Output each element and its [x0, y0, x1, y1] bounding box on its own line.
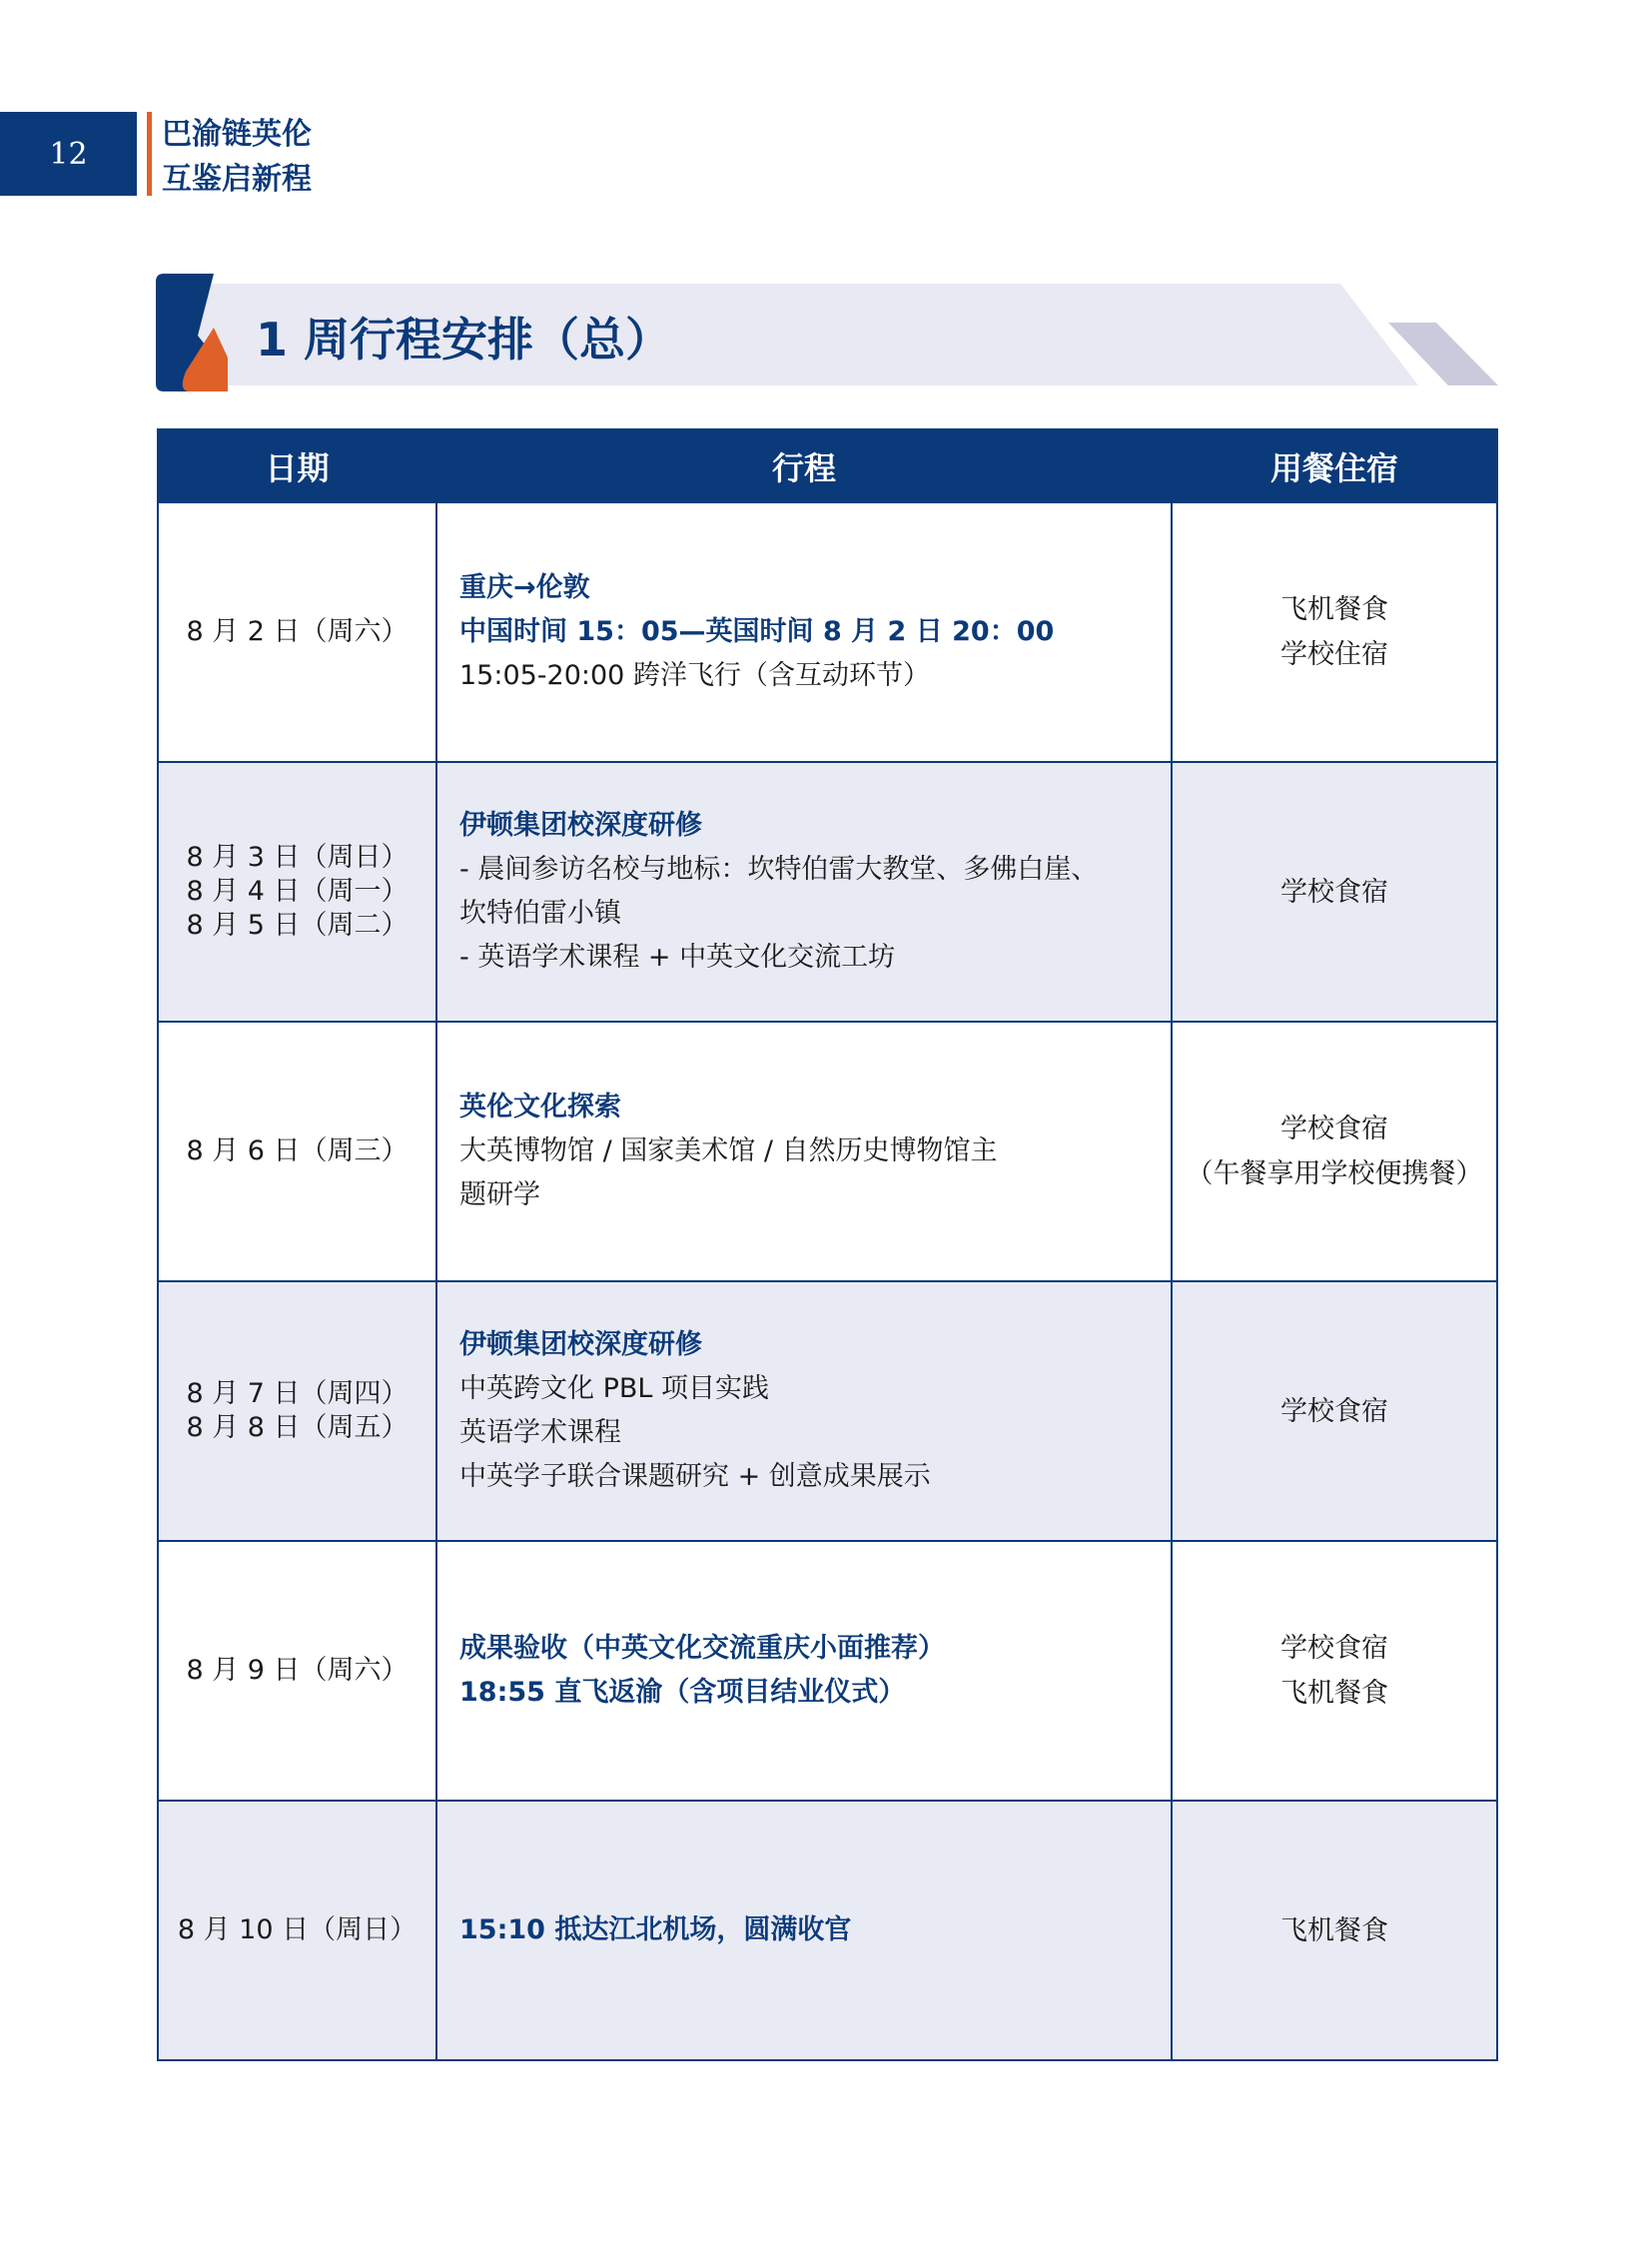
date-line: 8 月 3 日（周日） — [186, 842, 409, 873]
plan-line: - 英语学术课程 + 中英文化交流工坊 — [459, 942, 896, 973]
plan-cell — [436, 1541, 1172, 1801]
meal-line: 学校住宿 — [1280, 639, 1388, 670]
brand-line-2: 互鉴启新程 — [162, 162, 312, 197]
date-cell — [158, 1541, 436, 1801]
meal-line: 飞机餐食 — [1280, 1914, 1388, 1946]
plan-highlight-line: 中国时间 15：05—英国时间 8 月 2 日 20：00 — [459, 616, 1055, 647]
plan-line: 15:05-20:00 跨洋飞行（含互动环节） — [459, 660, 930, 691]
plan-highlight-line: 伊顿集团校深度研修 — [459, 810, 702, 841]
plan-line: 中英跨文化 PBL 项目实践 — [459, 1373, 770, 1404]
header-plan: 行程 — [436, 429, 1172, 502]
meal-line: 飞机餐食 — [1280, 1678, 1388, 1709]
meal-cell — [1172, 1801, 1497, 2060]
date-line: 8 月 4 日（周一） — [186, 876, 409, 907]
meal-cell — [1172, 1281, 1497, 1541]
page-number: 12 — [0, 112, 137, 196]
table-row — [158, 1281, 1497, 1541]
plan-highlight-line: 15:10 抵达江北机场，圆满收官 — [459, 1914, 852, 1945]
table-row — [158, 1022, 1497, 1281]
date-line: 8 月 6 日（周三） — [186, 1135, 409, 1166]
meal-line: 学校食宿 — [1280, 1395, 1388, 1427]
meal-cell — [1172, 1022, 1497, 1281]
meal-cell — [1172, 502, 1497, 762]
plan-highlight-line: 重庆→伦敦 — [459, 572, 590, 603]
table-row — [158, 762, 1497, 1022]
plan-cell — [436, 502, 1172, 762]
header-meal: 用餐住宿 — [1172, 429, 1497, 502]
date-cell — [158, 762, 436, 1022]
plan-cell — [436, 762, 1172, 1022]
date-cell — [158, 1801, 436, 2060]
table-row — [158, 1801, 1497, 2060]
header-accent-stripe — [147, 112, 152, 196]
date-line: 8 月 5 日（周二） — [186, 910, 409, 941]
plan-highlight-line: 18:55 直飞返渝（含项目结业仪式） — [459, 1677, 906, 1708]
plan-highlight-line: 英伦文化探索 — [459, 1092, 621, 1122]
header-date: 日期 — [158, 429, 436, 502]
date-cell — [158, 502, 436, 762]
itinerary-table — [157, 428, 1498, 2061]
section-logo-icon — [156, 274, 228, 391]
meal-line: 学校食宿 — [1280, 1114, 1388, 1144]
date-line: 8 月 10 日（周日） — [177, 1914, 417, 1945]
plan-cell — [436, 1281, 1172, 1541]
date-cell — [158, 1281, 436, 1541]
table-row — [158, 1541, 1497, 1801]
plan-highlight-line: 伊顿集团校深度研修 — [459, 1329, 702, 1360]
date-line: 8 月 9 日（周六） — [186, 1655, 409, 1686]
plan-line: 中英学子联合课题研究 + 创意成果展示 — [459, 1461, 931, 1492]
section-title: 1 周行程安排（总） — [256, 313, 672, 367]
itinerary-body — [158, 502, 1497, 2060]
plan-line: - 晨间参访名校与地标：坎特伯雷大教堂、多佛白崖、 — [459, 854, 1099, 885]
meal-line: 学校食宿 — [1280, 1633, 1388, 1664]
date-line: 8 月 2 日（周六） — [186, 616, 409, 647]
date-line: 8 月 7 日（周四） — [186, 1378, 409, 1409]
date-cell — [158, 1022, 436, 1281]
section-corner-stripes — [1388, 323, 1498, 385]
brand-title — [162, 112, 312, 202]
brand-line-1: 巴渝链英伦 — [162, 117, 312, 152]
date-line: 8 月 8 日（周五） — [186, 1412, 409, 1443]
meal-cell — [1172, 762, 1497, 1022]
meal-line: 学校食宿 — [1280, 876, 1388, 908]
plan-cell — [436, 1022, 1172, 1281]
meal-cell — [1172, 1541, 1497, 1801]
plan-highlight-line: 成果验收（中英文化交流重庆小面推荐） — [459, 1633, 945, 1664]
meal-line: 飞机餐食 — [1280, 594, 1388, 625]
plan-line: 英语学术课程 — [459, 1417, 621, 1448]
table-header-row — [158, 429, 1497, 502]
meal-line: （午餐享用学校便携餐） — [1186, 1158, 1483, 1189]
plan-line: 题研学 — [459, 1179, 540, 1210]
plan-cell — [436, 1801, 1172, 2060]
plan-line: 坎特伯雷小镇 — [459, 898, 621, 929]
table-row — [158, 502, 1497, 762]
plan-line: 大英博物馆 / 国家美术馆 / 自然历史博物馆主 — [459, 1135, 998, 1166]
